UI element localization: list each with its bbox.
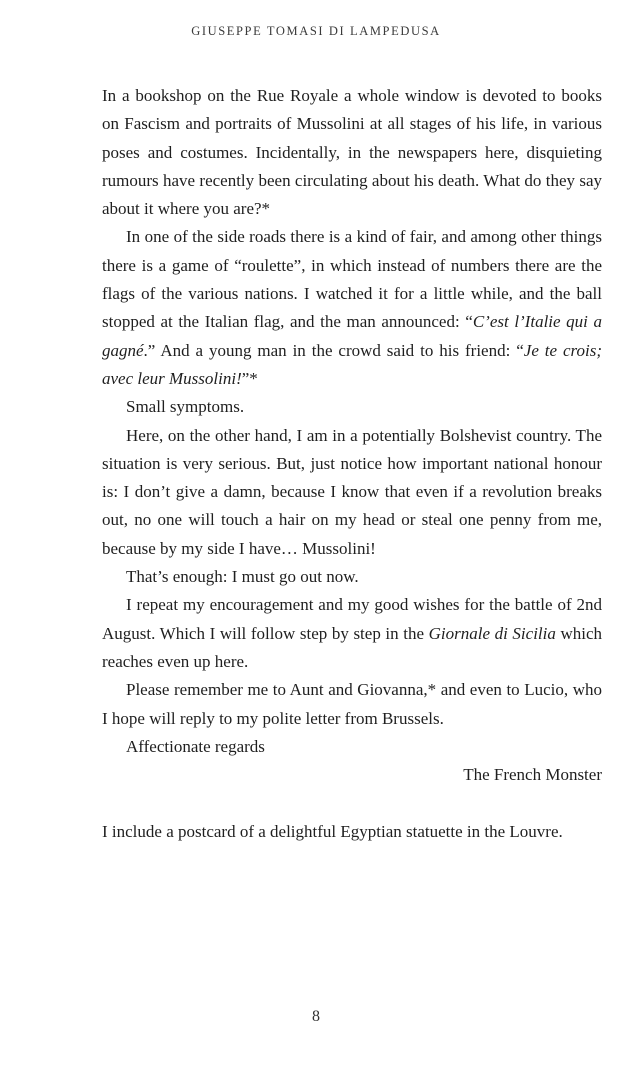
paragraph-go-out: That’s enough: I must go out now.	[126, 567, 359, 587]
letter-body	[102, 82, 602, 847]
roulette-quote-italic: C’est l’Italie qui a gagné	[102, 312, 602, 360]
postscript: I include a postcard of a delightful Egyptian statuette in the Louvre.	[102, 822, 563, 842]
encouragement-text-1: I repeat my encouragement and my good wishes for the battle of 2nd August. Which I will follow step by step in the	[102, 595, 602, 643]
paragraph-bookshop: In a bookshop on the Rue Royale a whole window is devoted to books on Fascism and portraits of Mussolini at all stages of his life, in various poses and costumes. Incidentally, in the newspapers here, disquieting rumours have recently been circulating about his death. What do they say about it where you are?*	[102, 86, 602, 219]
roulette-reply-italic: Je te crois; avec leur Mussolini!	[102, 340, 603, 388]
paragraph-regards: Affectionate regards	[126, 736, 265, 756]
paragraph-roulette	[102, 223, 602, 393]
paragraph-symptoms: Small symptoms.	[126, 397, 245, 417]
roulette-text-1: In one of the side roads there is a kind of fair, and among other things there is a game of “roulette”, in which instead of numbers there are the flags of the various nations. I watched it for a little while, and the ball stopped at the Italian flag, and the man announced: “	[102, 227, 602, 332]
signature: The French Monster	[463, 765, 602, 785]
running-header: GIUSEPPE TOMASI DI LAMPEDUSA	[191, 24, 441, 38]
roulette-text-2: .” And a young man in the crowd said to his friend: “	[143, 340, 524, 360]
paragraph-remember: Please remember me to Aunt and Giovanna,* and even to Lucio, who I hope will reply to my polite letter from Brussels.	[102, 680, 602, 728]
newspaper-title-italic: Giornale di Sicilia	[428, 623, 556, 643]
encouragement-text-2: which reaches even up here.	[102, 623, 603, 671]
page-number: 8	[312, 1008, 320, 1025]
roulette-text-3: ”*	[241, 368, 258, 388]
paragraph-bolshevist: Here, on the other hand, I am in a potentially Bolshevist country. The situation is very serious. But, just notice how important national honour is: I don’t give a damn, because I know that even if a revolution breaks out, no one will touch a hair on my head or steal one penny from me, because by my side I have… Mussolini!	[102, 425, 602, 558]
paragraph-encouragement	[102, 591, 602, 676]
